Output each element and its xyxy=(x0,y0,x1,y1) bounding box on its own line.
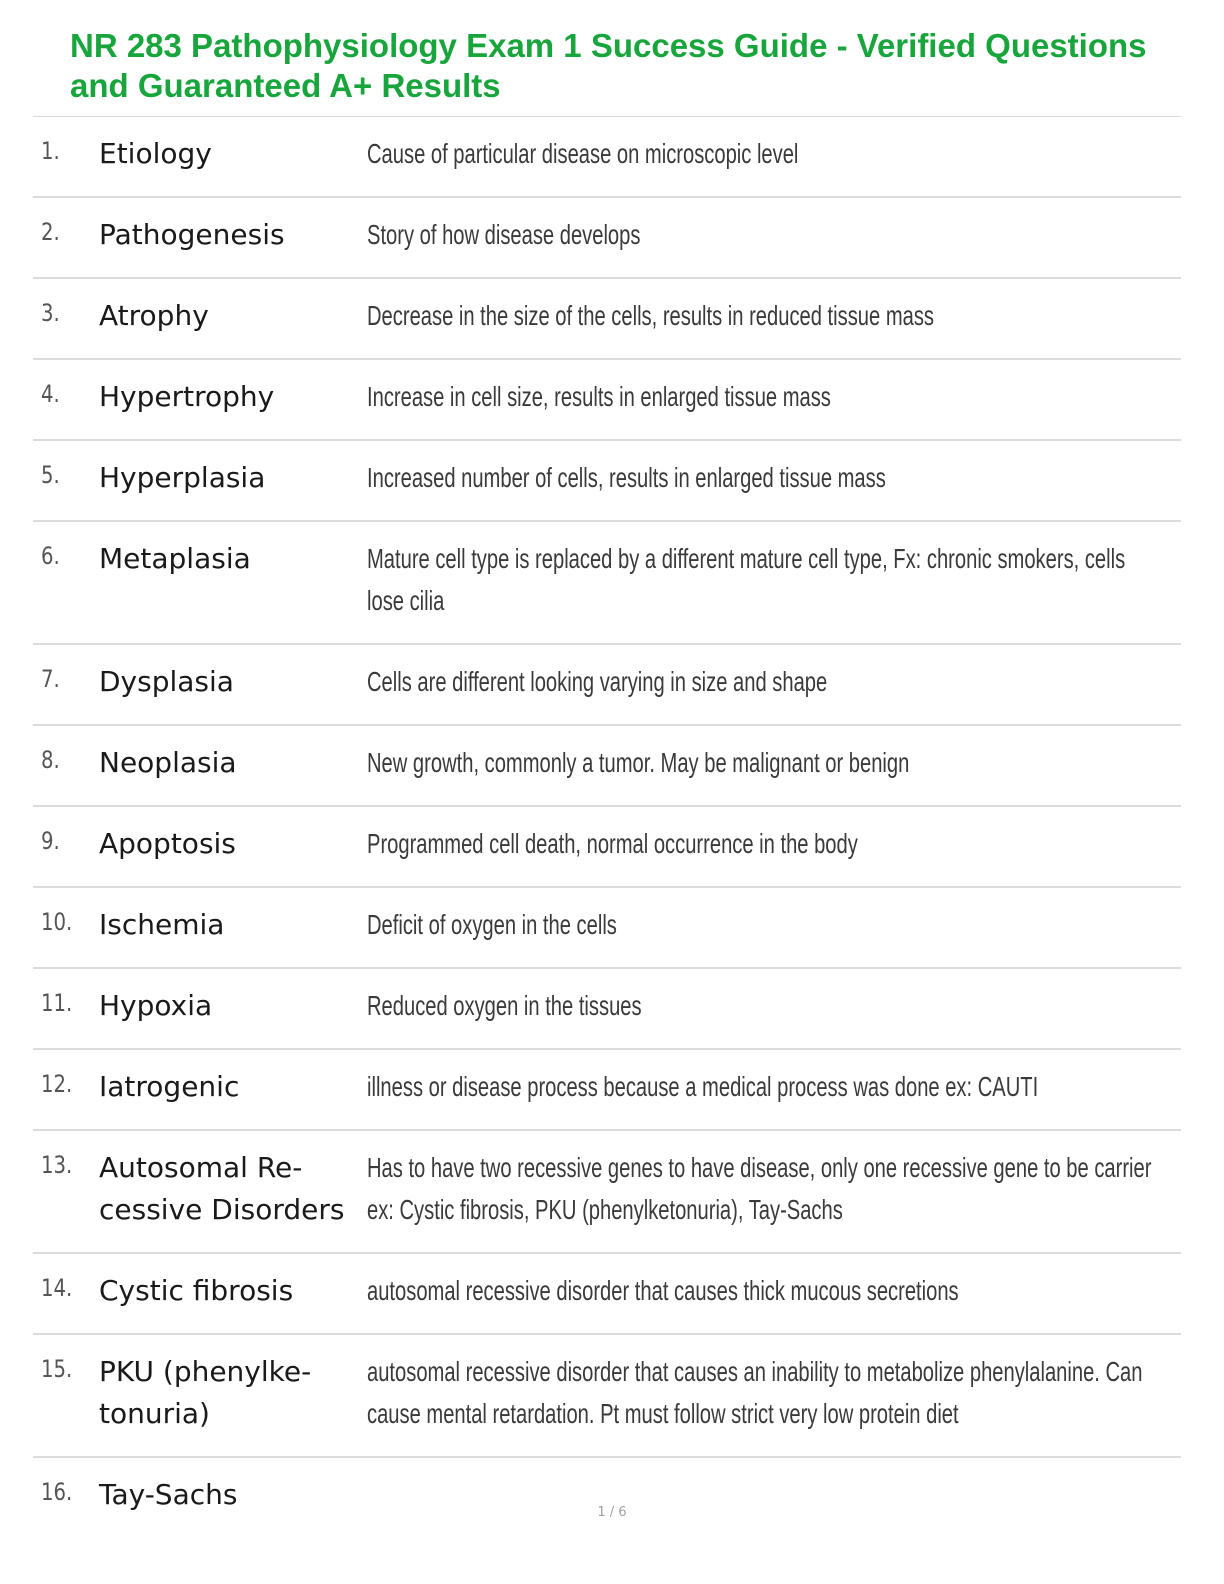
row-term: Hyperplasia xyxy=(99,461,266,494)
row-term: Ischemia xyxy=(99,908,225,941)
row-definition: Mature cell type is replaced by a different mature cell type, Fx: chronic smokers, cells lose cilia xyxy=(367,543,1126,616)
row-definition: New growth, commonly a tumor. May be malignant or benign xyxy=(367,747,910,778)
document-title: NR 283 Pathophysiology Exam 1 Success Guide - Verified Questions and Guaranteed A+ Results xyxy=(70,27,1147,104)
table-row xyxy=(33,1131,1181,1254)
row-definition: Increase in cell size, results in enlarged tissue mass xyxy=(367,381,831,412)
row-number: 4. xyxy=(41,380,60,408)
row-definition: Reduced oxygen in the tissues xyxy=(367,990,642,1021)
table-row xyxy=(33,198,1181,279)
row-term: Etiology xyxy=(99,137,212,170)
row-definition: Decrease in the size of the cells, results in reduced tissue mass xyxy=(367,300,934,331)
row-number: 6. xyxy=(41,542,60,570)
row-definition: Cause of particular disease on microscopic level xyxy=(367,138,799,169)
table-row xyxy=(33,969,1181,1050)
row-definition: autosomal recessive disorder that causes thick mucous secretions xyxy=(367,1275,959,1306)
table-row xyxy=(33,279,1181,360)
row-term: Tay-Sachs xyxy=(99,1478,238,1511)
row-term: Hypoxia xyxy=(99,989,213,1022)
row-definition: Cells are different looking varying in size and shape xyxy=(367,666,828,697)
row-term: Metaplasia xyxy=(99,542,251,575)
row-number: 10. xyxy=(41,908,73,936)
page-indicator: 1 / 6 xyxy=(597,1505,627,1520)
row-definition: Increased number of cells, results in enlarged tissue mass xyxy=(367,462,886,493)
row-term: Autosomal Re- cessive Disorders xyxy=(99,1151,345,1226)
row-number: 11. xyxy=(41,989,73,1017)
row-definition: Programmed cell death, normal occurrence in the body xyxy=(367,828,858,859)
row-term: Neoplasia xyxy=(99,746,237,779)
row-definition: Deficit of oxygen in the cells xyxy=(367,909,617,940)
row-number: 8. xyxy=(41,746,60,774)
table-row xyxy=(33,1458,1181,1537)
row-number: 12. xyxy=(41,1070,73,1098)
table-row xyxy=(33,1254,1181,1335)
row-number: 7. xyxy=(41,665,60,693)
flashcard-table xyxy=(33,117,1181,1537)
row-number: 9. xyxy=(41,827,60,855)
row-term: Apoptosis xyxy=(99,827,236,860)
table-row xyxy=(33,441,1181,522)
table-row xyxy=(33,726,1181,807)
row-number: 1. xyxy=(41,137,60,165)
row-number: 16. xyxy=(41,1478,73,1506)
row-term: Dysplasia xyxy=(99,665,234,698)
table-row xyxy=(33,888,1181,969)
row-definition: illness or disease process because a medical process was done ex: CAUTI xyxy=(367,1071,1039,1102)
row-definition: Story of how disease develops xyxy=(367,219,641,250)
table-row xyxy=(33,360,1181,441)
row-number: 3. xyxy=(41,299,60,327)
table-row xyxy=(33,1335,1181,1458)
row-definition: Has to have two recessive genes to have disease, only one recessive gene to be carrier ex: Cystic fibrosis, PKU (phenylketonuria), Tay-Sachs xyxy=(367,1152,1152,1225)
row-definition: autosomal recessive disorder that causes an inability to metabolize phenylalanine. Can cause mental retardation. Pt must follow strict very low protein diet xyxy=(367,1356,1143,1429)
row-number: 13. xyxy=(41,1151,73,1179)
table-row xyxy=(33,807,1181,888)
row-term: Iatrogenic xyxy=(99,1070,240,1103)
row-number: 2. xyxy=(41,218,60,246)
table-row xyxy=(33,1050,1181,1131)
row-term: PKU (phenylke- tonuria) xyxy=(99,1355,312,1430)
row-number: 14. xyxy=(41,1274,73,1302)
row-number: 5. xyxy=(41,461,60,489)
row-term: Pathogenesis xyxy=(99,218,285,251)
table-row xyxy=(33,117,1181,198)
table-row xyxy=(33,522,1181,645)
row-term: Hypertrophy xyxy=(99,380,275,413)
row-number: 15. xyxy=(41,1355,73,1383)
row-term: Atrophy xyxy=(99,299,209,332)
table-row xyxy=(33,645,1181,726)
row-term: Cystic fibrosis xyxy=(99,1274,294,1307)
